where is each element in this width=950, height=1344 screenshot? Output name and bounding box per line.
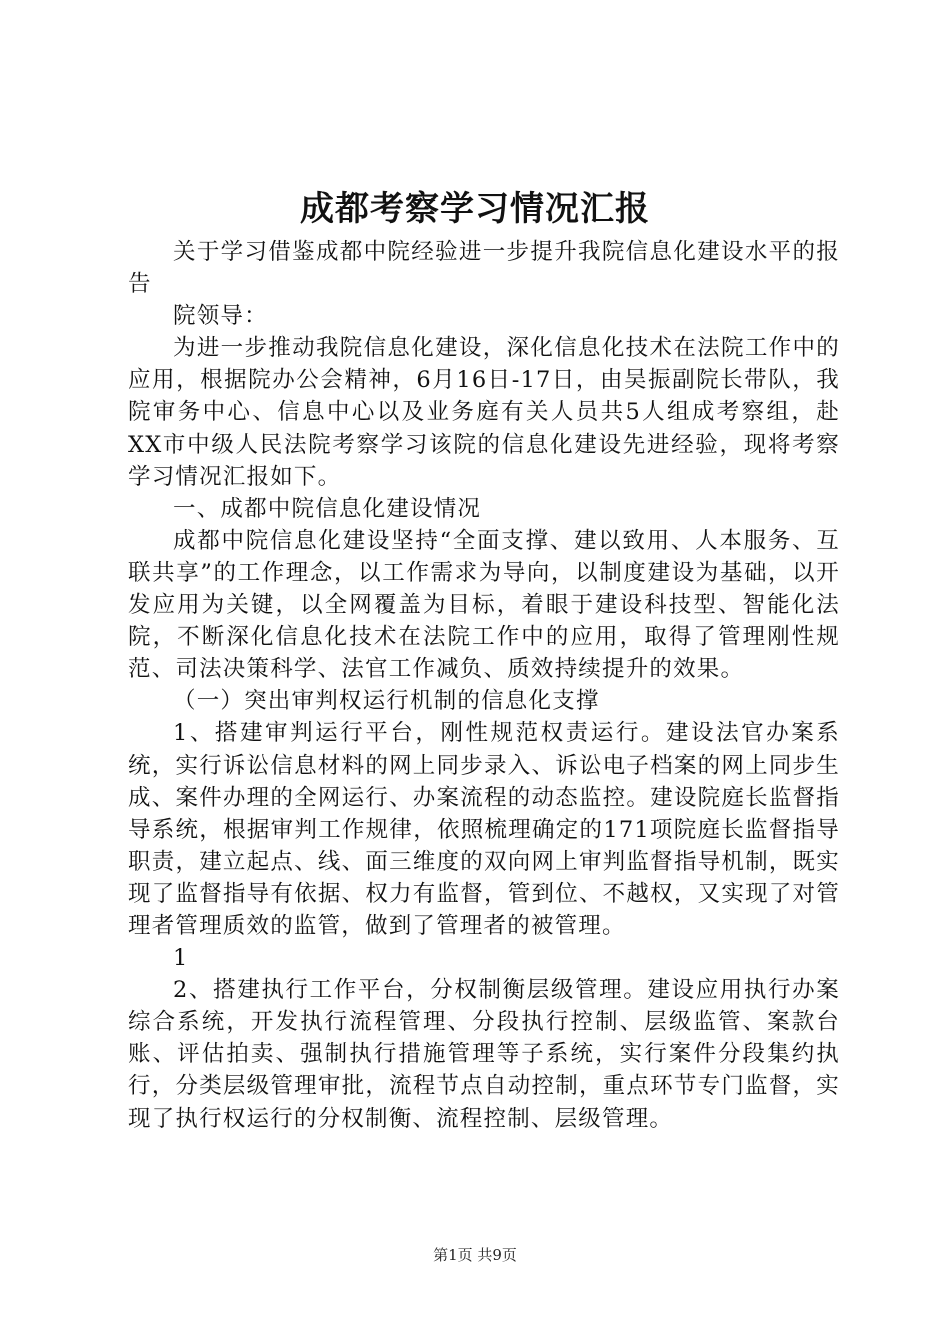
- report-subtitle: 关于学习借鉴成都中院经验进一步提升我院信息化建设水平的报告: [128, 239, 840, 298]
- body-paragraph: 成都中院信息化建设坚持“全面支撑、建以致用、人本服务、互联共享”的工作理念，以工作需求为导向，以制度建设为基础，以开发应用为关键，以全网覆盖为目标，着眼于建设科技型、智能化法院，不断深化信息化技术在法院工作中的应用，取得了管理刚性规范、司法决策科学、法官工作减负、质效持续提升的效果。: [128, 527, 840, 683]
- intro-paragraph: 为进一步推动我院信息化建设，深化信息化技术在法院工作中的应用，根据院办公会精神，6月16日-17日，由吴振副院长带队，我院审务中心、信息中心以及业务庭有关人员共5人组成考察组，赴XX市中级人民法院考察学习该院的信息化建设先进经验，现将考察学习情况汇报如下。: [128, 335, 840, 490]
- body-paragraph: 1、搭建审判运行平台，刚性规范权责运行。建设法官办案系统，实行诉讼信息材料的网上同步录入、诉讼电子档案的网上同步生成、案件办理的全网运行、办案流程的动态监控。建设院庭长监督指导系统，根据审判工作规律，依照梳理确定的171项院庭长监督指导职责，建立起点、线、面三维度的双向网上审判监督指导机制，既实现了监督指导有依据、权力有监督，管到位、不越权，又实现了对管理者管理质效的监管，做到了管理者的被管理。: [128, 720, 840, 939]
- document-title: 成都考察学习情况汇报: [300, 189, 650, 229]
- document-body: [128, 236, 840, 1135]
- subsection-heading: （一）突出审判权运行机制的信息化支撑: [173, 688, 600, 715]
- salutation: 院领导：: [173, 303, 268, 330]
- page-footer: 第1页 共9页: [433, 1246, 517, 1264]
- body-paragraph: 2、搭建执行工作平台，分权制衡层级管理。建设应用执行办案综合系统，开发执行流程管理、分段执行控制、层级监管、案款台账、评估拍卖、强制执行措施管理等子系统，实行案件分段集约执行，分类层级管理审批，流程节点自动控制，重点环节专门监督，实现了执行权运行的分权制衡、流程控制、层级管理。: [128, 977, 840, 1132]
- inline-page-number: 1: [173, 945, 189, 972]
- section-heading: 一、成都中院信息化建设情况: [173, 495, 482, 522]
